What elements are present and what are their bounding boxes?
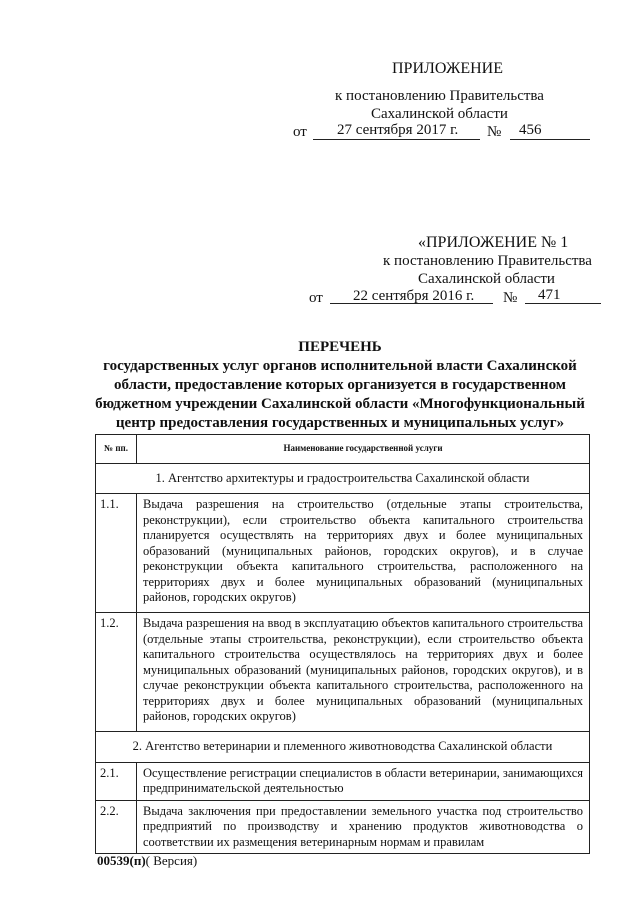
appendix-line1: к постановлению Правительства [335,88,544,104]
appendix-line2: Сахалинской области [371,106,508,122]
appendix-title: ПРИЛОЖЕНИЕ [392,60,504,77]
decree-number-2: 471 [538,287,561,303]
row-number: 1.2. [96,613,137,732]
service-text: Выдача заключения при предоставлении земельного участка под строительство предприятий по производству и хранению продуктов животноводства о соответствии их размещения ветеринарным нормам и правилам [137,800,590,854]
date-underline [313,139,480,140]
section-veterinary: 2. Агентство ветеринарии и племенного животноводства Сахалинской области [96,732,590,763]
appendix1-line1: к постановлению Правительства [383,253,592,269]
services-table [95,434,590,854]
decree-date-2: 22 сентября 2016 г. [353,288,475,304]
col-number-header: № пп. [96,435,137,464]
service-text: Выдача разрешения на строительство (отдельные этапы строительства, реконструкции), если строительство объекта капитального строительства планируется осуществлять на территориях двух и более муниципальных образований (муниципальных районов, городских округов), и в случае реконструкции объекта капитального строительства, расположенного на территориях двух и более муниципальных образований (муниципальных районов, городских округов) [137,494,590,613]
col-name-header: Наименование государственной услуги [137,435,590,464]
heading-line1: государственных услуг органов исполнительной власти Сахалинской [103,358,577,374]
decree-number: 456 [519,122,542,138]
document-code [97,852,197,870]
table-header-row [96,435,590,464]
date-underline-2 [330,303,493,304]
row-number: 2.2. [96,800,137,854]
number-label: № [487,124,502,140]
section-row [96,463,590,494]
number-underline-2 [525,303,601,304]
list-heading: ПЕРЕЧЕНЬ [298,339,382,355]
section-row [96,732,590,763]
appendix1-line2: Сахалинской области [418,271,555,287]
version-label: ( Версия) [145,853,198,868]
code-number: 00539(п) [97,853,146,868]
table-row [96,800,590,854]
decree-date: 27 сентября 2017 г. [337,122,459,138]
number-underline [510,139,590,140]
heading-line2: области, предоставление которых организуется в государственном [114,377,566,393]
heading-line4: центр предоставления государственных и муниципальных услуг» [115,415,565,431]
from-label-2: от [309,290,323,306]
number-label-2: № [503,290,518,306]
from-label: от [293,124,307,140]
table-row [96,613,590,732]
service-text: Осуществление регистрации специалистов в области ветеринарии, занимающихся предпринимательской деятельностью [137,762,590,800]
heading-line3: бюджетном учреждении Сахалинской области «Многофункциональный [95,396,585,412]
appendix1-title: «ПРИЛОЖЕНИЕ № 1 [418,234,569,251]
service-text: Выдача разрешения на ввод в эксплуатацию объектов капитального строительства (отдельные этапы строительства, реконструкции), если строительство объекта капитального строительства осуществлялось на территориях двух и более муниципальных образований (муниципальных районов, городских округов), и в случае реконструкции объекта капитального строительства, расположенного на территориях двух и более муниципальных образований (муниципальных районов, городских округов) [137,613,590,732]
section-architecture: 1. Агентство архитектуры и градостроительства Сахалинской области [96,463,590,494]
row-number: 2.1. [96,762,137,800]
table-row [96,762,590,800]
row-number: 1.1. [96,494,137,613]
table-row [96,494,590,613]
